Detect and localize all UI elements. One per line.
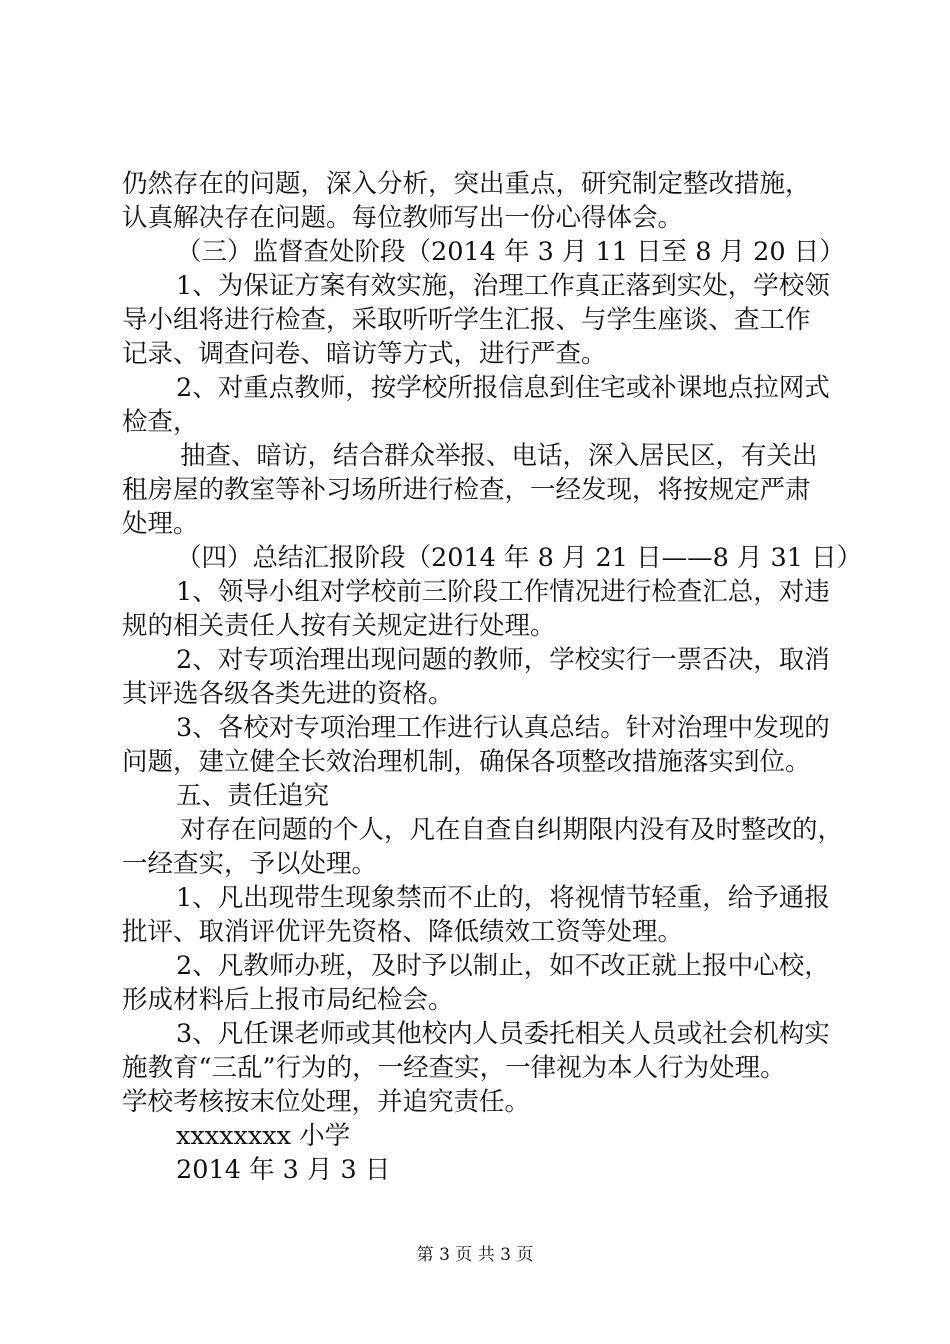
signature-date: 2014 年 3 月 3 日 [176,1155,391,1185]
section-heading: 五、责任追究 [176,781,330,811]
text-line: 2、对重点教师，按学校所报信息到住宅或补课地点拉网式 [176,373,830,403]
text-line: 一经查实，予以处理。 [122,849,378,879]
section-heading: （三）监督查处阶段（2014 年 3 月 11 日至 8 月 20 日） [176,237,845,267]
text-line: 认真解决存在问题。每位教师写出一份心得体会。 [122,203,684,233]
text-line: 1、凡出现带生现象禁而不止的，将视情节轻重，给予通报 [176,883,830,913]
text-line: 问题，建立健全长效治理机制，确保各项整改措施落实到位。 [122,747,811,777]
text-line: 1、领导小组对学校前三阶段工作情况进行检查汇总，对违 [176,577,830,607]
text-line: 形成材料后上报市局纪检会。 [122,985,454,1015]
text-line: 批评、取消评优评先资格、降低绩效工资等处理。 [122,917,684,947]
text-line: 其评选各级各类先进的资格。 [122,679,454,709]
text-line: 3、凡任课老师或其他校内人员委托相关人员或社会机构实 [176,1019,830,1049]
text-line: 租房屋的教室等补习场所进行检查，一经发现，将按规定严肃 [122,475,811,505]
text-line: 2、对专项治理出现问题的教师，学校实行一票否决，取消 [176,645,830,675]
section-heading: （四）总结汇报阶段（2014 年 8 月 21 日——8 月 31 日） [176,543,863,573]
text-line: 记录、调查问卷、暗访等方式，进行严查。 [122,339,607,369]
text-line: 规的相关责任人按有关规定进行处理。 [122,611,556,641]
text-line: 2、凡教师办班，及时予以制止，如不改正就上报中心校， [176,951,830,981]
text-line: 导小组将进行检查，采取听听学生汇报、与学生座谈、查工作 [122,305,811,335]
signature-school: xxxxxxxx 小学 [176,1121,351,1151]
text-line: 抽查、暗访，结合群众举报、电话，深入居民区，有关出 [180,441,818,471]
text-line: 施教育“三乱”行为的，一经查实，一律视为本人行为处理。 [122,1053,786,1083]
page-footer: 第 3 页 共 3 页 [416,1245,534,1265]
text-line: 3、各校对专项治理工作进行认真总结。针对治理中发现的 [176,713,830,743]
text-line: 检查， [122,407,199,437]
text-line: 仍然存在的问题，深入分析，突出重点，研究制定整改措施， [122,169,811,199]
text-line: 对存在问题的个人，凡在自查自纠期限内没有及时整改的， [180,815,844,845]
text-line: 学校考核按末位处理，并追究责任。 [122,1087,531,1117]
text-line: 1、为保证方案有效实施，治理工作真正落到实处，学校领 [176,271,830,301]
text-line: 处理。 [122,509,199,539]
